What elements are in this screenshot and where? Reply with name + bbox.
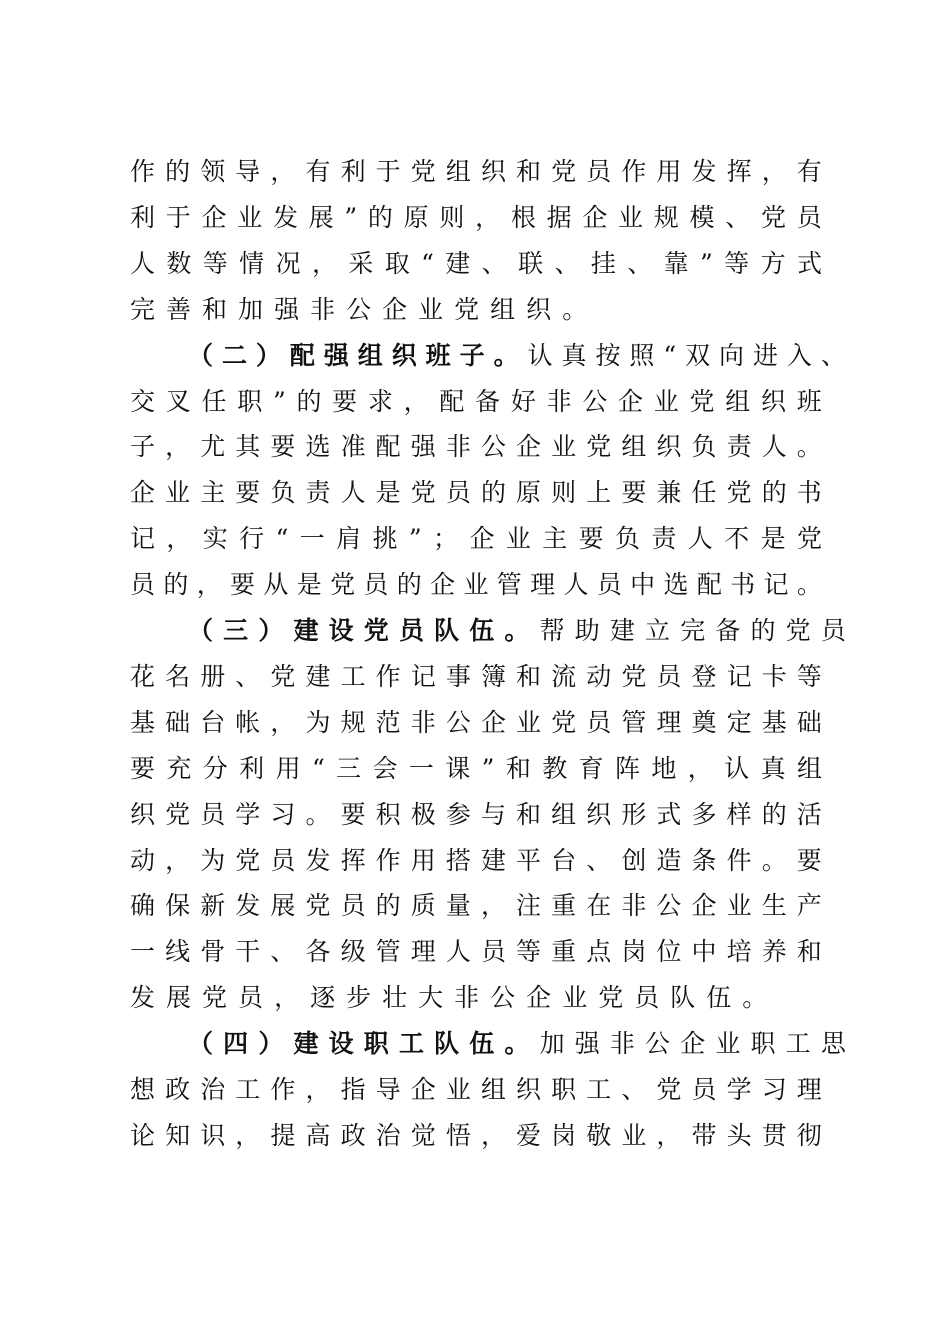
text-line: 发 展 党 员 ， 逐 步 壮 大 非 公 企 业 党 员 队 伍 。 <box>130 983 779 1013</box>
text-line: 作 的 领 导 ， 有 利 于 党 组 织 和 党 员 作 用 发 挥 ， 有 <box>130 157 822 186</box>
text-line: 一 线 骨 干 、 各 级 管 理 人 员 等 重 点 岗 位 中 培 养 和 <box>130 937 822 967</box>
text-line: 完 善 和 加 强 非 公 企 业 党 组 织 。 <box>130 294 599 324</box>
section-heading-line: （ 四 ） 建 设 职 工 队 伍 。 加 强 非 公 企 业 职 工 思 <box>188 1029 846 1059</box>
text-line: 确 保 新 发 展 党 员 的 质 量 ， 注 重 在 非 公 企 业 生 产 <box>130 891 822 921</box>
text-line: 织 党 员 学 习 。 要 积 极 参 与 和 组 织 形 式 多 样 的 活 <box>130 799 822 829</box>
section-heading-line: （ 二 ） 配 强 组 织 班 子 。 认 真 按 照 “ 双 向 进 入 、 <box>188 340 846 370</box>
text-line: 基 础 台 帐 ， 为 规 范 非 公 企 业 党 员 管 理 奠 定 基 础 <box>130 707 822 737</box>
text-line: 论 知 识 ， 提 高 政 治 觉 悟 ， 爱 岗 敬 业 ， 带 头 贯 彻 <box>130 1120 822 1150</box>
text-line: 记 ， 实 行 “ 一 肩 挑 ” ； 企 业 主 要 负 责 人 不 是 党 <box>130 524 822 554</box>
text-line: 要 充 分 利 用 “ 三 会 一 课 ” 和 教 育 阵 地 ， 认 真 组 <box>130 753 822 783</box>
text-line: 子 ， 尤 其 要 选 准 配 强 非 公 企 业 党 组 织 负 责 人 。 <box>130 432 822 462</box>
text-line: 花 名 册 、 党 建 工 作 记 事 簿 和 流 动 党 员 登 记 卡 等 <box>130 661 822 691</box>
text-line: 交 叉 任 职 ” 的 要 求 ， 配 备 好 非 公 企 业 党 组 织 班 <box>130 386 822 416</box>
text-line: 企 业 主 要 负 责 人 是 党 员 的 原 则 上 要 兼 任 党 的 书 <box>130 478 822 508</box>
text-line: 员 的 ， 要 从 是 党 员 的 企 业 管 理 人 员 中 选 配 书 记 。 <box>130 570 822 600</box>
text-line: 利 于 企 业 发 展 ” 的 原 则 ， 根 据 企 业 规 模 、 党 员 <box>130 202 822 232</box>
section-heading-line: （ 三 ） 建 设 党 员 队 伍 。 帮 助 建 立 完 备 的 党 员 <box>188 616 846 645</box>
text-line: 动 ， 为 党 员 发 挥 作 用 搭 建 平 台 、 创 造 条 件 。 要 <box>130 845 822 875</box>
text-line: 人 数 等 情 况 ， 采 取 “ 建 、 联 、 挂 、 靠 ” 等 方 式 <box>130 248 822 278</box>
text-line: 想 政 治 工 作 ， 指 导 企 业 组 织 职 工 、 党 员 学 习 理 <box>130 1075 822 1104</box>
